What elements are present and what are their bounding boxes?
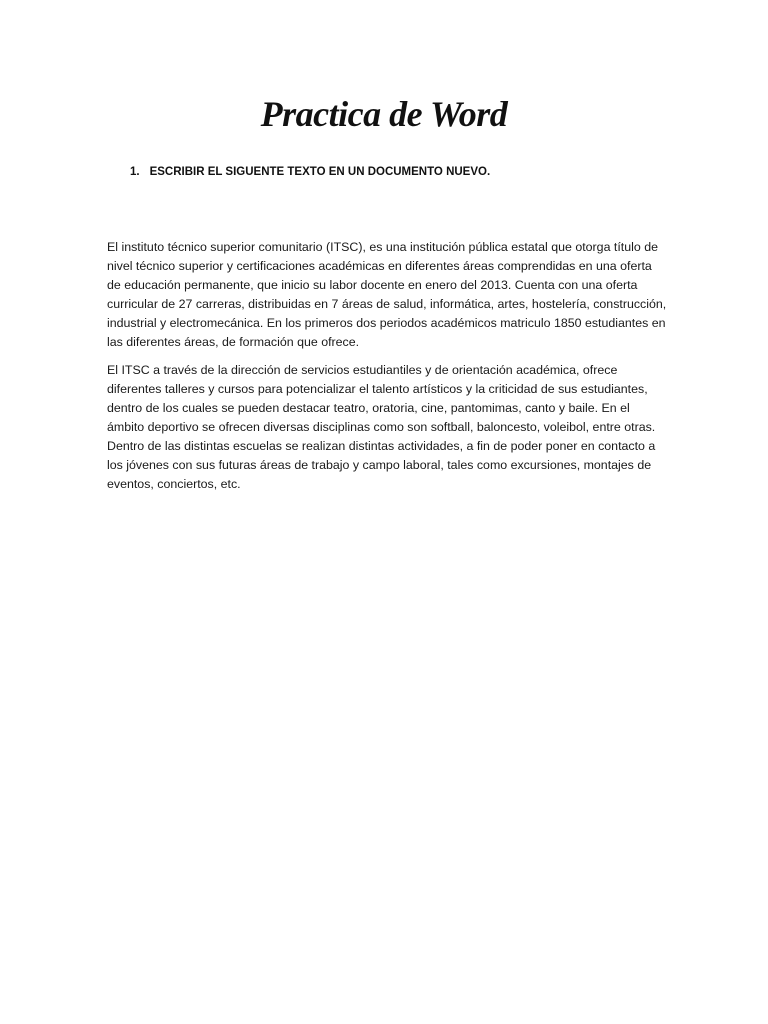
paragraph-itsc-overview: El instituto técnico superior comunitario (ITSC), es una institución pública estatal que otorga título de nivel técnico superior y certificaciones académicas en diferentes áreas comprendidas en una oferta de educación permanente, que inicio su labor docente en enero del 2013. Cuenta con una oferta curricular de 27 carreras, distribuidas en 7 áreas de salud, informática, artes, hostelería, construcción, industrial y electromecánica. En los primeros dos periodos académicos matriculo 1850 estudiantes en las diferentes áreas, de formación que ofrece.: [107, 240, 667, 350]
instruction-item: [130, 163, 490, 181]
document-title: Practica de Word: [260, 94, 508, 134]
instruction-number: 1.: [130, 166, 140, 178]
document-body: [107, 238, 667, 502]
instruction-text: ESCRIBIR EL SIGUENTE TEXTO EN UN DOCUMENTO NUEVO.: [149, 166, 491, 178]
instruction-list: [130, 163, 490, 181]
paragraph-itsc-activities: El ITSC a través de la dirección de servicios estudiantiles y de orientación académica, ofrece diferentes talleres y cursos para potencializar el talento artísticos y la criticidad de sus estudiantes, dentro de los cuales se pueden destacar teatro, oratoria, cine, pantomimas, canto y baile. En el ámbito deportivo se ofrecen diversas disciplinas como son softball, baloncesto, voleibol, entre otras. Dentro de las distintas escuelas se realizan distintas actividades, a fin de poder poner en contacto a los jóvenes con sus futuras áreas de trabajo y campo laboral, tales como excursiones, montajes de eventos, conciertos, etc.: [107, 362, 656, 492]
